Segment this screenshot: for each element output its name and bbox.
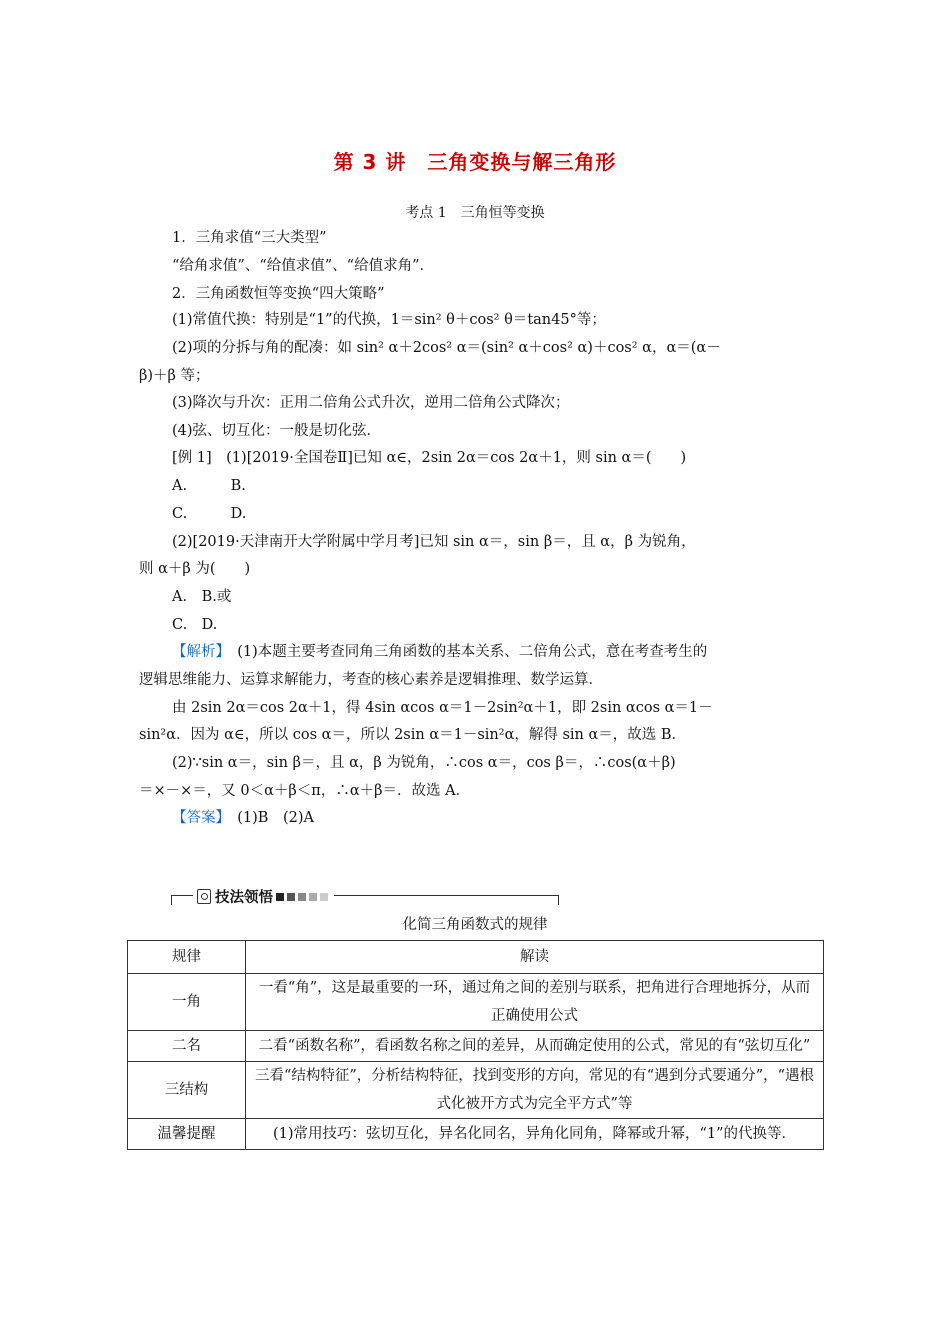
- square-icon: [276, 893, 284, 901]
- analysis-line: [172, 642, 707, 662]
- square-icon: [287, 893, 295, 901]
- banner-tick-left: [171, 895, 172, 905]
- square-icon: [298, 893, 306, 901]
- table-row: [128, 1062, 824, 1119]
- rule-desc: (1)常用技巧：弦切互化，异名化同名，异角化同角，降幂或升幂，“1”的代换等．: [246, 1119, 824, 1150]
- technique-label: [193, 886, 334, 907]
- rule-name: 三结构: [128, 1062, 246, 1119]
- technique-label-text: 技法领悟: [215, 890, 273, 906]
- rules-table: [127, 940, 824, 1150]
- text-line: (1)常值代换：特别是“1”的代换，1＝sin² θ＋cos² θ＝tan45°等；: [172, 312, 606, 328]
- answer-text: (1)B (2)A: [222, 810, 314, 826]
- example-line: [例 1] (1)[2019·全国卷Ⅱ]已知 α∈，2sin 2α＝cos 2α＋1，则 sin α＝( ): [172, 450, 687, 466]
- rule-name: 二名: [128, 1031, 246, 1062]
- banner-tick-right: [558, 895, 559, 905]
- rule-desc: 二看“函数名称”，看函数名称之间的差异，从而确定使用的公式，常见的有“弦切互化”: [246, 1031, 824, 1062]
- text-line: 由 2sin 2α＝cos 2α＋1，得 4sin αcos α＝1－2sin²α＋1，即 2sin αcos α＝1－: [172, 700, 713, 716]
- technique-banner: [171, 887, 559, 905]
- text-line: (4)弦、切互化：一般是切化弦．: [172, 423, 382, 439]
- text-line: (3)降次与升次：正用二倍角公式升次，逆用二倍角公式降次；: [172, 395, 570, 411]
- text-line: 2．三角函数恒等变换“四大策略”: [172, 286, 385, 302]
- rule-name: 一角: [128, 974, 246, 1031]
- table-row: [128, 1119, 824, 1150]
- text-line: β)＋β 等；: [139, 368, 210, 384]
- text-line: (2)∵sin α＝，sin β＝，且 α，β 为锐角，∴cos α＝，cos β＝，∴cos(α＋β): [172, 755, 676, 771]
- rule-desc: 三看“结构特征”，分析结构特征，找到变形的方向，常见的有“遇到分式要通分”，“遇根式化被开方式为完全平方式”等: [246, 1062, 824, 1119]
- square-icon: [320, 893, 328, 901]
- table-header-row: [128, 941, 824, 974]
- header-cell: 规律: [128, 941, 246, 974]
- text-line: sin²α．因为 α∈，所以 cos α＝，所以 2sin α＝1－sin²α，解得 sin α＝，故选 B．: [139, 727, 687, 743]
- table-row: [128, 974, 824, 1031]
- option-line: A. B.或: [172, 589, 232, 605]
- rule-desc: 一看“角”，这是最重要的一环，通过角之间的差别与联系，把角进行合理地拆分，从而正确使用公式: [246, 974, 824, 1031]
- answer-line: [172, 808, 314, 828]
- option-line: A. B.: [172, 478, 246, 494]
- text-line: “给角求值”、“给值求值”、“给值求角”．: [172, 258, 434, 274]
- text-line: ＝×－×＝，又 0＜α＋β＜π，∴α＋β＝．故选 A．: [139, 783, 471, 799]
- analysis-tag: 【解析】: [172, 644, 223, 660]
- option-line: C. D.: [172, 506, 247, 522]
- section-subtitle: 考点 1 三角恒等变换: [405, 205, 545, 221]
- analysis-text: (1)本题主要考查同角三角函数的基本关系、二倍角公式，意在考查考生的: [222, 644, 708, 660]
- rule-name: 温馨提醒: [128, 1119, 246, 1150]
- example-line: 则 α＋β 为( ): [139, 561, 251, 577]
- text-line: 逻辑思维能力、运算求解能力，考查的核心素养是逻辑推理、数学运算．: [139, 672, 603, 688]
- answer-tag: 【答案】: [172, 810, 223, 826]
- text-line: (2)项的分拆与角的配凑：如 sin² α＋2cos² α＝(sin² α＋cos² α)＋cos² α，α＝(α－: [172, 340, 721, 356]
- table-caption: 化简三角函数式的规律: [402, 917, 548, 933]
- example-line: (2)[2019·天津南开大学附属中学月考]已知 sin α＝，sin β＝，且 α，β 为锐角，: [172, 534, 696, 550]
- page-title: 第 3 讲 三角变换与解三角形: [333, 150, 617, 174]
- square-icon: [309, 893, 317, 901]
- header-cell: 解读: [246, 941, 824, 974]
- text-line: 1．三角求值“三大类型”: [172, 230, 327, 246]
- table-row: [128, 1031, 824, 1062]
- lightbulb-icon: [197, 889, 211, 904]
- option-line: C. D.: [172, 617, 218, 633]
